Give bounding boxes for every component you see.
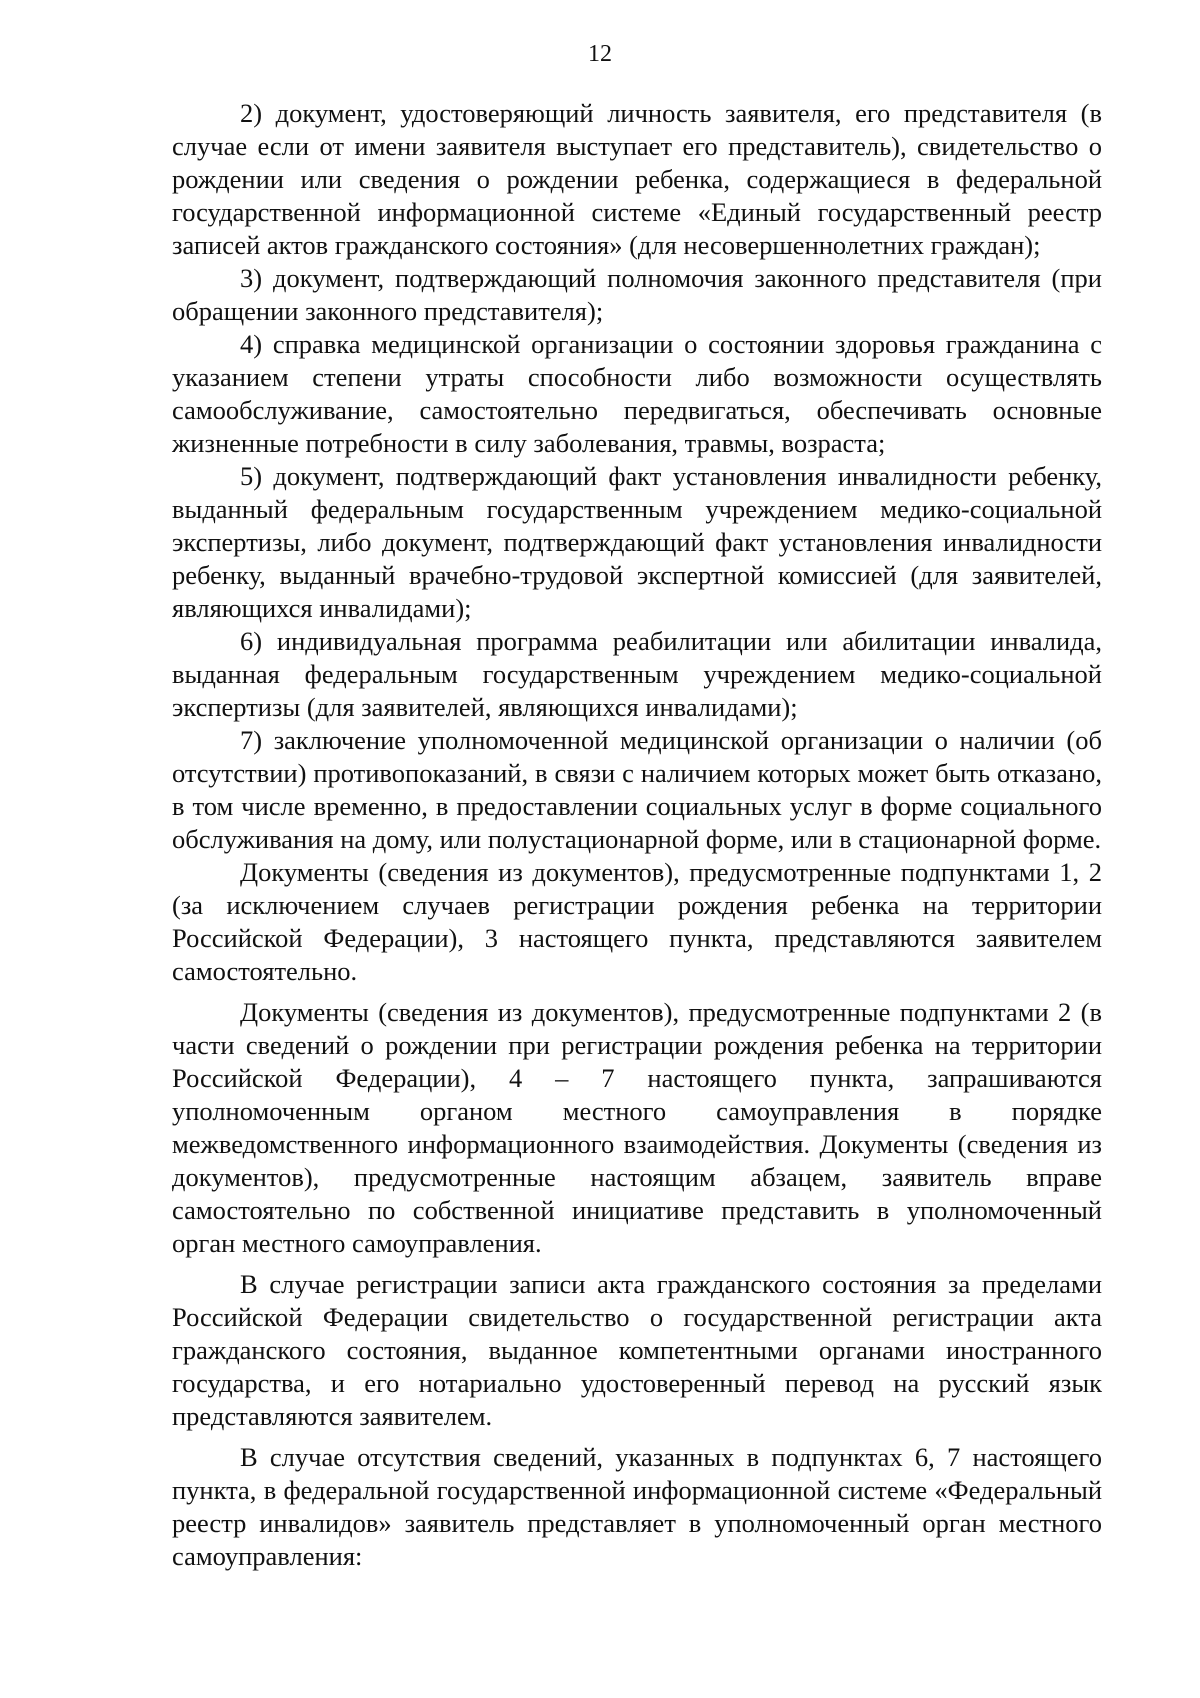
paragraph-item-7: 7) заключение уполномоченной медицинской организации о наличии (об отсутствии) противопоказаний, в связи с наличием которых может быть отказано, в том числе временно, в предоставлении социальных услуг в форме социального обслуживания на дому, или полустационарной форме, или в стационарной форме. [172, 725, 1102, 854]
paragraph-item-6: 6) индивидуальная программа реабилитации или абилитации инвалида, выданная федеральным государственным учреждением медико-социальной экспертизы (для заявителей, являющихся инвалидами); [172, 626, 1102, 722]
paragraph-foreign-registration: В случае регистрации записи акта гражданского состояния за пределами Российской Федерации свидетельство о государственной регистрации акта гражданского состояния, выданное компетентными органами иностранного государства, и его нотариально удостоверенный перевод на русский язык представляются заявителем. [172, 1269, 1102, 1431]
document-body [172, 97, 1102, 1573]
paragraph-item-3: 3) документ, подтверждающий полномочия законного представителя (при обращении законного представителя); [172, 263, 1102, 326]
paragraph-item-5: 5) документ, подтверждающий факт установления инвалидности ребенку, выданный федеральным государственным учреждением медико-социальной экспертизы, либо документ, подтверждающий факт установления инвалидности ребенку, выданный врачебно-трудовой экспертной комиссией (для заявителей, являющихся инвалидами); [172, 461, 1102, 623]
paragraph-documents-self: Документы (сведения из документов), предусмотренные подпунктами 1, 2 (за исключением случаев регистрации рождения ребенка на территории Российской Федерации), 3 настоящего пункта, представляются заявителем самостоятельно. [172, 857, 1102, 986]
page-number: 12 [588, 41, 612, 67]
paragraph-item-4: 4) справка медицинской организации о состоянии здоровья гражданина с указанием степени утраты способности либо возможности осуществлять самообслуживание, самостоятельно передвигаться, обеспечивать основные жизненные потребности в силу заболевания, травмы, возраста; [172, 329, 1102, 458]
paragraph-documents-requested: Документы (сведения из документов), предусмотренные подпунктами 2 (в части сведений о рождении при регистрации рождения ребенка на территории Российской Федерации), 4 – 7 настоящего пункта, запрашиваются уполномоченным органом местного самоуправления в порядке межведомственного информационного взаимодействия. Документы (сведения из документов), предусмотренные настоящим абзацем, заявитель вправе самостоятельно по собственной инициативе представить в уполномоченный орган местного самоуправления. [172, 997, 1102, 1258]
paragraph-disability-registry: В случае отсутствия сведений, указанных в подпунктах 6, 7 настоящего пункта, в федеральной государственной информационной системе «Федеральный реестр инвалидов» заявитель представляет в уполномоченный орган местного самоуправления: [172, 1442, 1102, 1571]
paragraph-item-2: 2) документ, удостоверяющий личность заявителя, его представителя (в случае если от имени заявителя выступает его представитель), свидетельство о рождении или сведения о рождении ребенка, содержащиеся в федеральной государственной информационной системе «Единый государственный реестр записей актов гражданского состояния» (для несовершеннолетних граждан); [172, 98, 1102, 260]
